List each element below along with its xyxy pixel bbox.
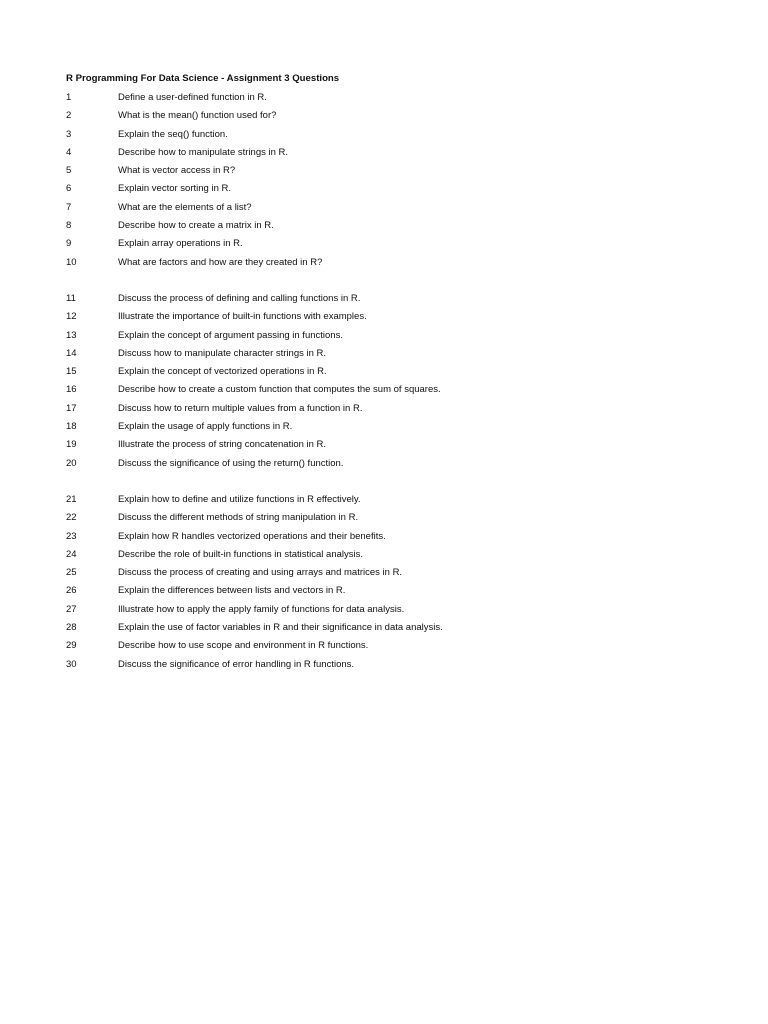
question-row xyxy=(66,180,726,198)
question-number: 5 xyxy=(66,165,72,177)
question-text: Discuss how to return multiple values from a function in R. xyxy=(118,402,363,414)
question-number: 21 xyxy=(66,493,77,505)
question-row xyxy=(66,199,726,217)
document-page xyxy=(66,71,726,674)
question-row xyxy=(66,363,726,381)
question-text: Explain the concept of vectorized operations in R. xyxy=(118,366,327,378)
question-number: 2 xyxy=(66,110,72,122)
question-number: 20 xyxy=(66,457,77,469)
question-number: 19 xyxy=(66,439,77,451)
question-row xyxy=(66,345,726,363)
question-text: Illustrate how to apply the apply family of functions for data analysis. xyxy=(118,603,405,615)
question-number: 6 xyxy=(66,183,72,195)
question-number: 7 xyxy=(66,201,72,213)
question-row xyxy=(66,637,726,655)
question-number: 24 xyxy=(66,548,77,560)
question-text: Discuss the significance of using the return() function. xyxy=(118,457,344,469)
question-text: Explain the seq() function. xyxy=(118,128,228,140)
question-text: Discuss how to manipulate character strings in R. xyxy=(118,347,327,359)
question-number: 16 xyxy=(66,384,77,396)
question-number: 15 xyxy=(66,366,77,378)
question-row xyxy=(66,308,726,326)
question-row xyxy=(66,509,726,527)
question-text: Discuss the process of creating and using arrays and matrices in R. xyxy=(118,567,403,579)
question-row xyxy=(66,564,726,582)
question-number: 29 xyxy=(66,640,77,652)
question-group xyxy=(66,491,726,674)
question-number: 11 xyxy=(66,292,76,304)
question-row xyxy=(66,582,726,600)
question-text: Discuss the significance of error handling in R functions. xyxy=(118,658,355,670)
question-text: Explain array operations in R. xyxy=(118,238,243,250)
question-text: Describe how to use scope and environment in R functions. xyxy=(118,640,369,652)
question-row xyxy=(66,619,726,637)
question-text: What are the elements of a list? xyxy=(118,201,252,213)
question-row xyxy=(66,455,726,473)
question-text: Describe the role of built-in functions in statistical analysis. xyxy=(118,548,364,560)
question-number: 4 xyxy=(66,146,72,158)
question-number: 23 xyxy=(66,530,77,542)
question-row xyxy=(66,144,726,162)
question-number: 13 xyxy=(66,329,77,341)
question-group xyxy=(66,89,726,272)
question-row xyxy=(66,327,726,345)
question-number: 10 xyxy=(66,256,77,268)
question-row xyxy=(66,546,726,564)
question-number: 22 xyxy=(66,512,77,524)
question-text: Explain the concept of argument passing in functions. xyxy=(118,329,343,341)
question-row xyxy=(66,491,726,509)
question-text: Explain how to define and utilize functions in R effectively. xyxy=(118,493,361,505)
question-number: 18 xyxy=(66,421,77,433)
question-group xyxy=(66,290,726,473)
question-row xyxy=(66,107,726,125)
question-row xyxy=(66,235,726,253)
question-text: Explain the use of factor variables in R and their significance in data analysis. xyxy=(118,622,443,634)
question-row xyxy=(66,656,726,674)
document-title: R Programming For Data Science - Assignment 3 Questions xyxy=(66,73,340,84)
question-row xyxy=(66,418,726,436)
question-text: What is vector access in R? xyxy=(118,165,236,177)
question-row xyxy=(66,400,726,418)
question-number: 17 xyxy=(66,402,77,414)
question-text: Describe how to create a custom function that computes the sum of squares. xyxy=(118,384,441,396)
question-text: Explain the usage of apply functions in R. xyxy=(118,421,293,433)
question-row xyxy=(66,89,726,107)
question-text: Describe how to create a matrix in R. xyxy=(118,220,274,232)
question-text: Define a user-defined function in R. xyxy=(118,92,267,103)
question-number: 26 xyxy=(66,585,77,597)
question-number: 12 xyxy=(66,311,77,323)
question-text: Discuss the process of defining and calling functions in R. xyxy=(118,292,361,304)
question-row xyxy=(66,162,726,180)
question-number: 1 xyxy=(66,92,72,103)
question-text: Discuss the different methods of string manipulation in R. xyxy=(118,512,359,524)
question-text: Describe how to manipulate strings in R. xyxy=(118,146,289,158)
question-row xyxy=(66,126,726,144)
question-text: What are factors and how are they created in R? xyxy=(118,256,323,268)
question-number: 25 xyxy=(66,567,77,579)
question-row xyxy=(66,217,726,235)
question-number: 27 xyxy=(66,603,77,615)
question-row xyxy=(66,254,726,272)
question-number: 8 xyxy=(66,220,72,232)
question-text: What is the mean() function used for? xyxy=(118,110,277,122)
question-number: 30 xyxy=(66,658,77,670)
question-row xyxy=(66,290,726,308)
question-number: 28 xyxy=(66,622,77,634)
question-row xyxy=(66,381,726,399)
question-row xyxy=(66,436,726,454)
question-text: Illustrate the process of string concatenation in R. xyxy=(118,439,327,451)
question-text: Explain the differences between lists and vectors in R. xyxy=(118,585,346,597)
question-text: Explain vector sorting in R. xyxy=(118,183,231,195)
question-row xyxy=(66,601,726,619)
question-row xyxy=(66,528,726,546)
question-text: Illustrate the importance of built-in functions with examples. xyxy=(118,311,367,323)
question-number: 14 xyxy=(66,347,77,359)
question-number: 3 xyxy=(66,128,72,140)
question-text: Explain how R handles vectorized operations and their benefits. xyxy=(118,530,386,542)
question-number: 9 xyxy=(66,238,72,250)
